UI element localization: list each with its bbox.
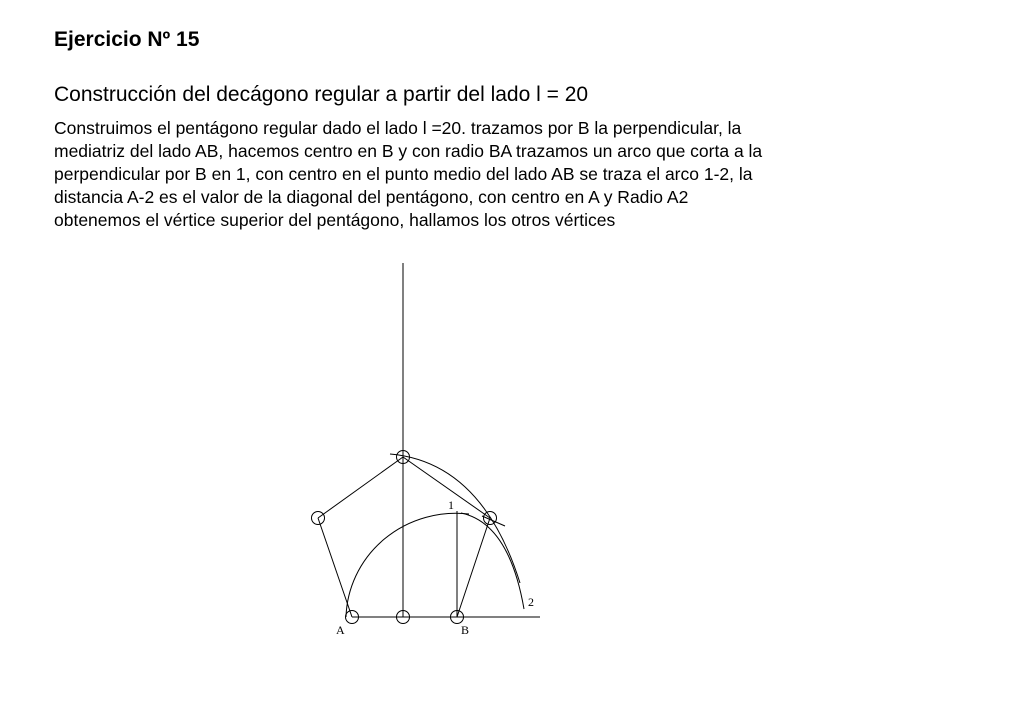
construction-subtitle: Construcción del decágono regular a partir del lado l = 20 — [54, 83, 589, 106]
arc-1-2 — [346, 513, 469, 617]
description-line: obtenemos el vértice superior del pentágono, hallamos los otros vértices — [54, 210, 616, 230]
description-line: Construimos el pentágono regular dado el lado l =20. trazamos por B la perpendicular, la — [54, 118, 742, 138]
pentagon-side — [318, 457, 403, 518]
pentagon-side — [457, 518, 490, 617]
arc-radius-a2 — [390, 454, 520, 583]
arc-radius-ba — [461, 513, 524, 609]
label-1: 1 — [448, 498, 454, 512]
pentagon-side — [403, 457, 490, 518]
description-line: perpendicular por B en 1, con centro en el punto medio del lado AB se traza el arco 1-2, la — [54, 164, 753, 184]
description-line: mediatriz del lado AB, hacemos centro en B y con radio BA trazamos un arco que corta a la — [54, 141, 763, 161]
label-2: 2 — [528, 595, 534, 609]
exercise-title: Ejercicio Nº 15 — [54, 28, 200, 51]
pentagon-side — [318, 518, 352, 617]
label-a: A — [336, 623, 345, 637]
label-b: B — [461, 623, 470, 637]
description-line: distancia A-2 es el valor de la diagonal del pentágono, con centro en A y Radio A2 — [54, 187, 689, 207]
